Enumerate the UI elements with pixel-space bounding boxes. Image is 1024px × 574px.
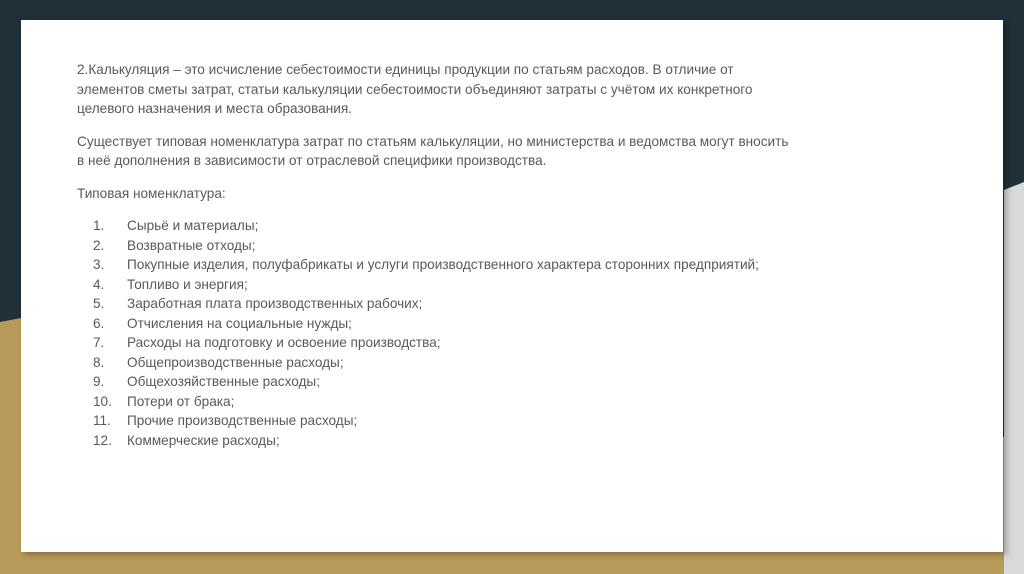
list-item [77, 333, 907, 353]
list-item-number: 6. [93, 315, 105, 331]
list-item [77, 216, 907, 236]
list-item-number: 7. [93, 335, 105, 350]
list-item-number: 12. [93, 432, 112, 448]
list-item-number: 11. [93, 413, 111, 428]
list-item-text: Заработная плата производственных рабочих; [127, 296, 423, 311]
slide-content [77, 60, 907, 450]
list-item [77, 236, 907, 256]
list-item-number: 8. [93, 354, 105, 370]
list-item-number: 5. [93, 296, 105, 311]
paragraph-line: элементов сметы затрат, статьи калькуляции себестоимости объединяют затраты с учётом их конкретного [77, 81, 753, 97]
list-item-number: 1. [93, 218, 105, 233]
list-item-text: Расходы на подготовку и освоение производства; [127, 335, 441, 350]
list-item [77, 372, 907, 392]
paragraph-list-heading [77, 184, 907, 204]
list-item [77, 275, 907, 295]
paragraph-line: в неё дополнения в зависимости от отраслевой специфики производства. [77, 153, 547, 168]
list-item-number: 2. [93, 237, 105, 253]
list-item [77, 314, 907, 334]
list-item [77, 411, 907, 431]
gray-wedge-right [1004, 182, 1024, 574]
list-item [77, 353, 907, 373]
list-heading: Типовая номенклатура: [77, 185, 226, 201]
list-item [77, 392, 907, 412]
paragraph-line: целевого назначения и места образования. [77, 101, 352, 116]
list-item-text: Прочие производственные расходы; [127, 413, 358, 428]
list-item-text: Общепроизводственные расходы; [127, 354, 344, 370]
list-item-text: Покупные изделия, полуфабрикаты и услуги производственного характера сторонних предприятий; [127, 257, 759, 272]
list-item-text: Потери от брака; [127, 393, 235, 409]
paragraph-nomenclature-note [77, 132, 907, 171]
list-item-number: 9. [93, 374, 105, 389]
list-item-text: Возвратные отходы; [127, 237, 256, 253]
list-item-number: 3. [93, 257, 105, 272]
list-item [77, 255, 907, 275]
paragraph-calculation-definition [77, 60, 907, 119]
list-item-text: Общехозяйственные расходы; [127, 374, 320, 389]
paragraph-line: Существует типовая номенклатура затрат по статьям калькуляции, но министерства и ведомства могут вносить [77, 133, 789, 149]
paragraph-line: 2.Калькуляция – это исчисление себестоимости единицы продукции по статьям расходов. В отличие от [77, 62, 734, 77]
list-item-text: Сырьё и материалы; [127, 218, 259, 233]
list-item-text: Топливо и энергия; [127, 276, 248, 292]
list-item [77, 294, 907, 314]
list-item-text: Отчисления на социальные нужды; [127, 315, 352, 331]
list-item-text: Коммерческие расходы; [127, 432, 280, 448]
list-item-number: 10. [93, 393, 112, 409]
list-item [77, 431, 907, 451]
nomenclature-list [77, 216, 907, 450]
list-item-number: 4. [93, 276, 105, 292]
